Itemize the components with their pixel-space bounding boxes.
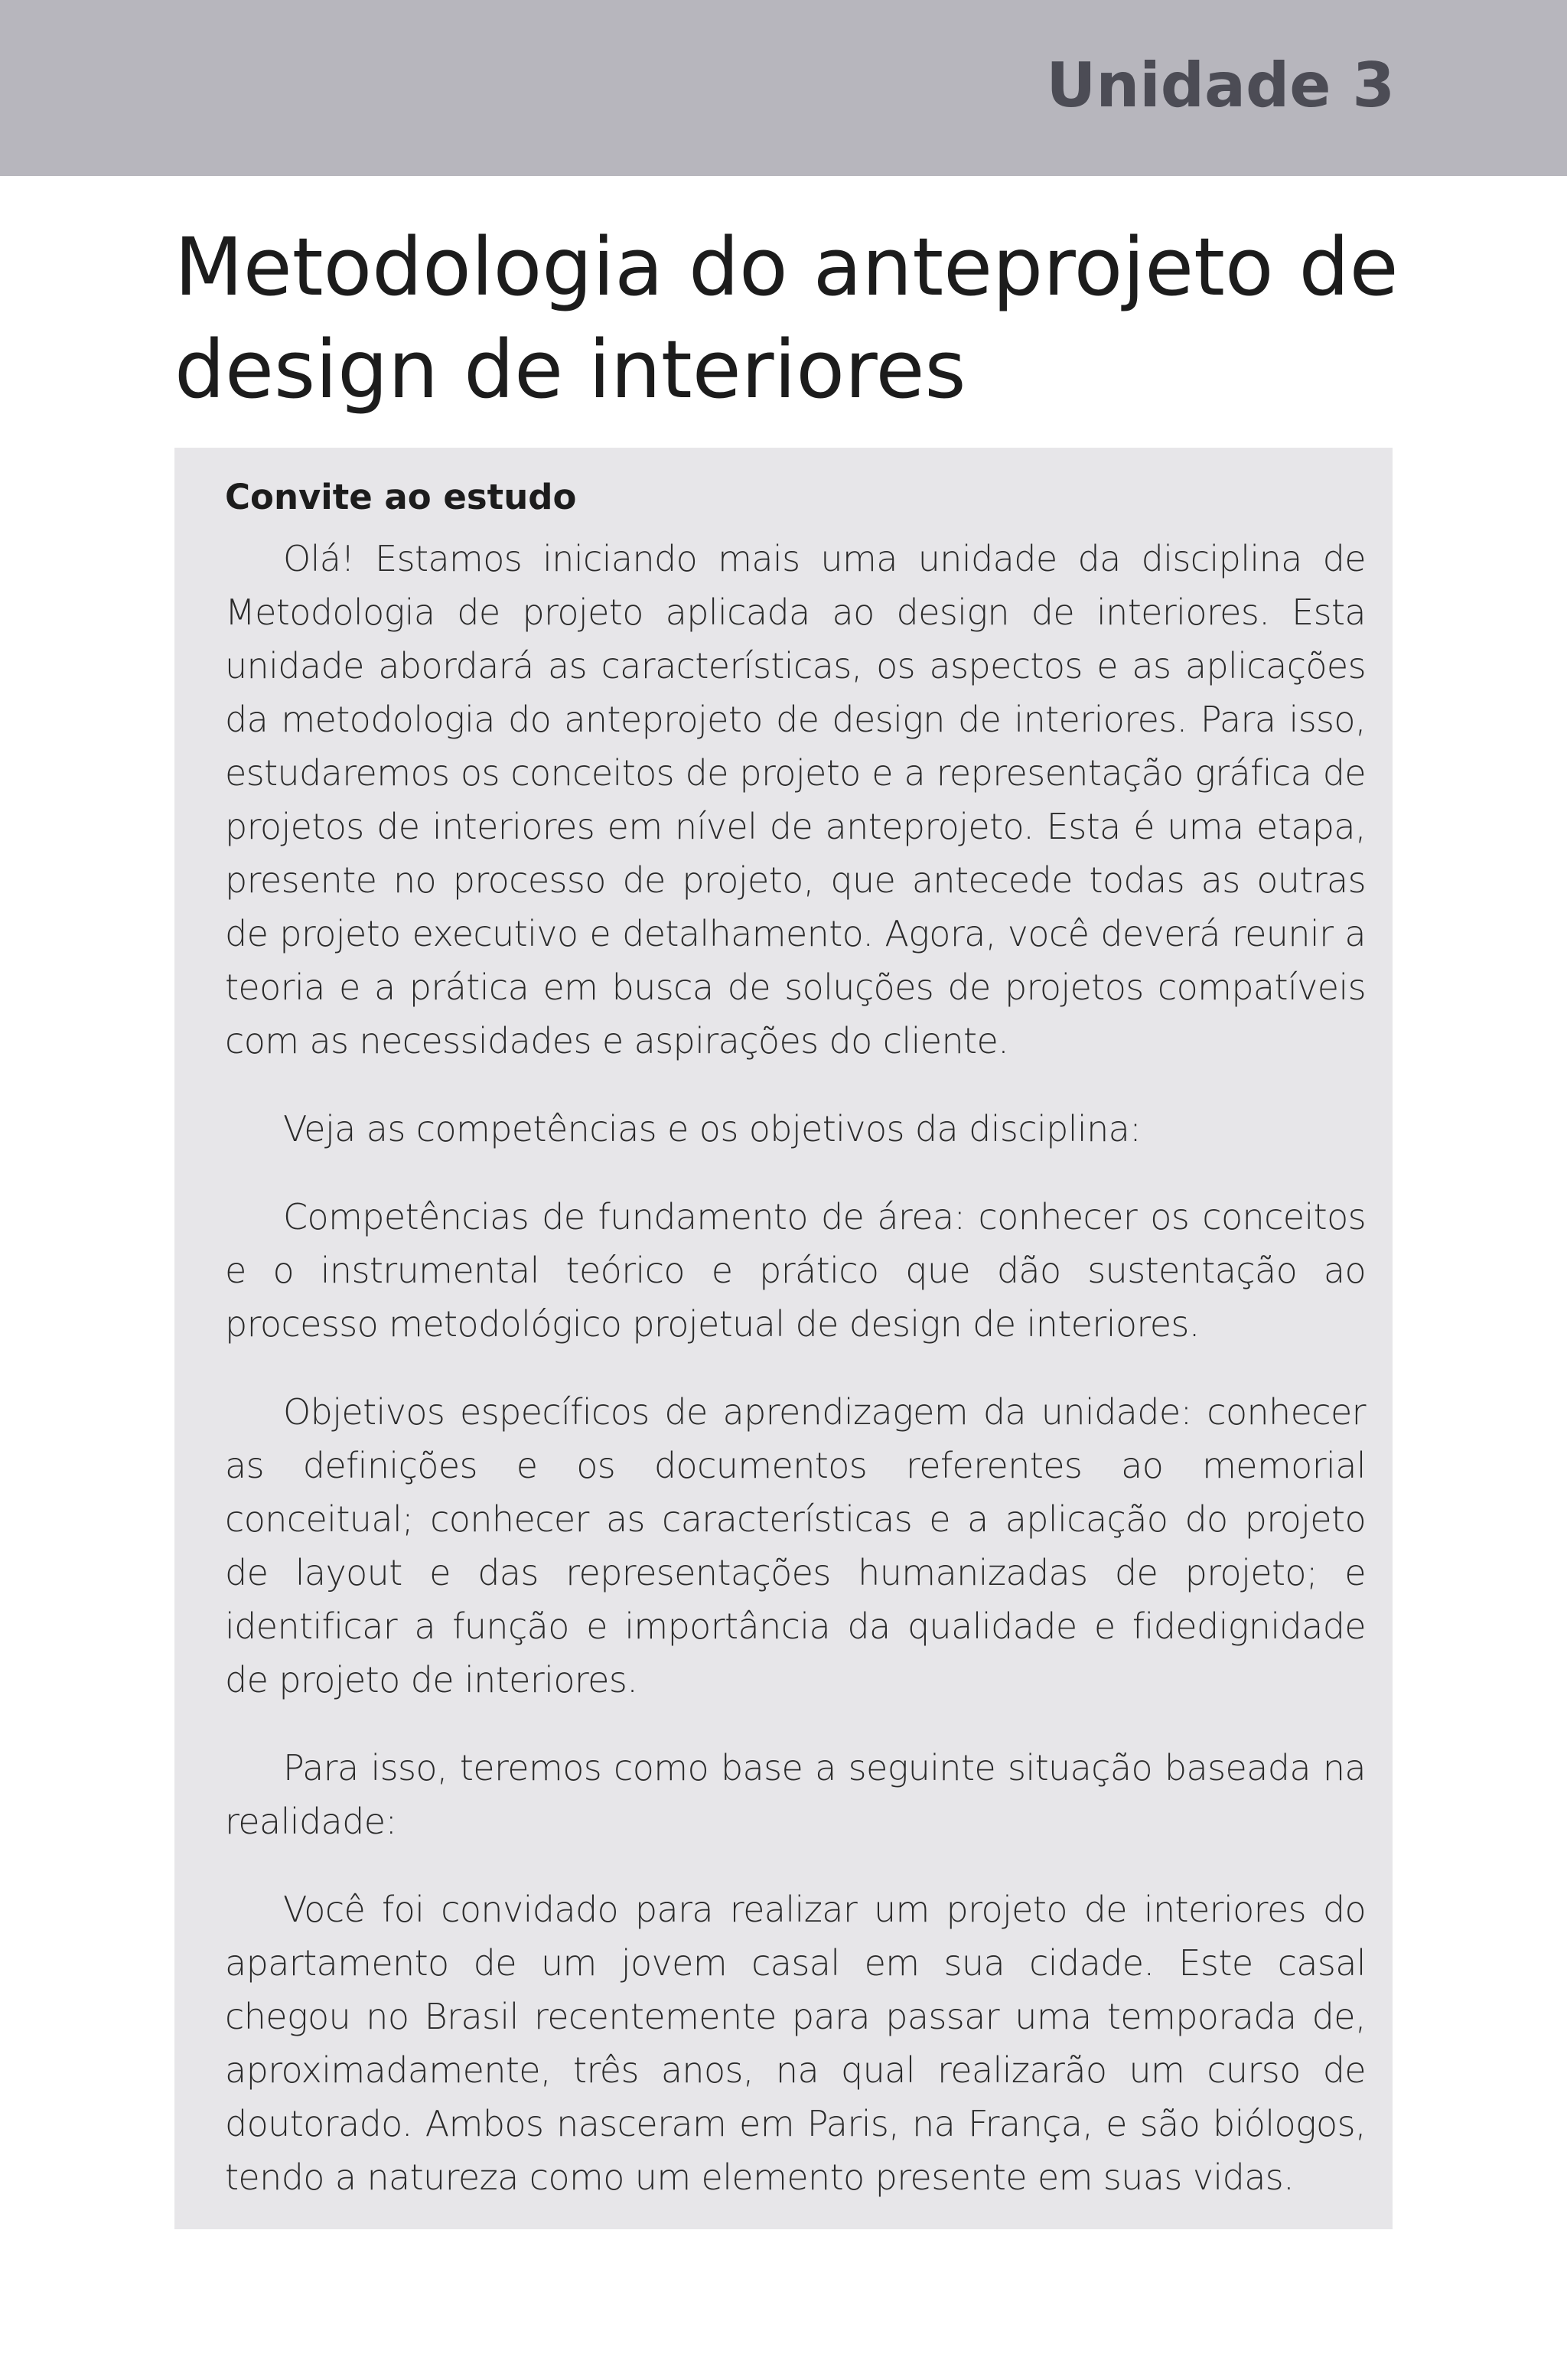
situation-intro-paragraph: Para isso, teremos como base a seguinte situação baseada na realidade: — [225, 1747, 1366, 1842]
objectives-paragraph: Objetivos específicos de aprendizagem da unidade: conhecer as definições e os documentos referentes ao memorial conceitual; conhecer as características e a aplicação do projeto de layout e das representações humanizadas de projeto; e identificar a função e importância da qualidade e fidedignidade de projeto de interiores. — [225, 1391, 1366, 1700]
header-band — [0, 0, 1567, 176]
intro-paragraph: Olá! Estamos iniciando mais uma unidade da disciplina de Metodologia de projeto aplicada ao design de interiores. Esta unidade abordará as características, os aspectos e as aplicações da metodologia do anteprojeto de design de interiores. Para isso, estudaremos os conceitos de projeto e a representação gráfica de projetos de interiores em nível de anteprojeto. Esta é uma etapa, presente no processo de projeto, que antecede todas as outras de projeto executivo e detalhamento. Agora, você deverá reunir a teoria e a prática em busca de soluções de projetos compatíveis com as necessidades e aspirações do cliente. — [225, 538, 1366, 1061]
study-invitation-heading: Convite ao estudo — [225, 477, 577, 517]
situation-paragraph: Você foi convidado para realizar um projeto de interiores do apartamento de um jovem casal em sua cidade. Este casal chegou no Brasil recentemente para passar uma temporada de, aproximadamente, três anos, na qual realizarão um curso de doutorado. Ambos nasceram em Paris, na França, e são biólogos, tendo a natureza como um elemento presente em suas vidas. — [225, 1889, 1366, 2198]
competencies-paragraph: Competências de fundamento de área: conhecer os conceitos e o instrumental teórico e prático que dão sustentação ao processo metodológico projetual de design de interiores. — [225, 1196, 1366, 1345]
page-title: Metodologia do anteprojeto de design de interiores — [174, 220, 1399, 416]
competencies-intro-paragraph: Veja as competências e os objetivos da disciplina: — [283, 1108, 1142, 1149]
study-invitation-box — [174, 448, 1393, 2229]
unit-label: Unidade 3 — [1046, 50, 1395, 121]
